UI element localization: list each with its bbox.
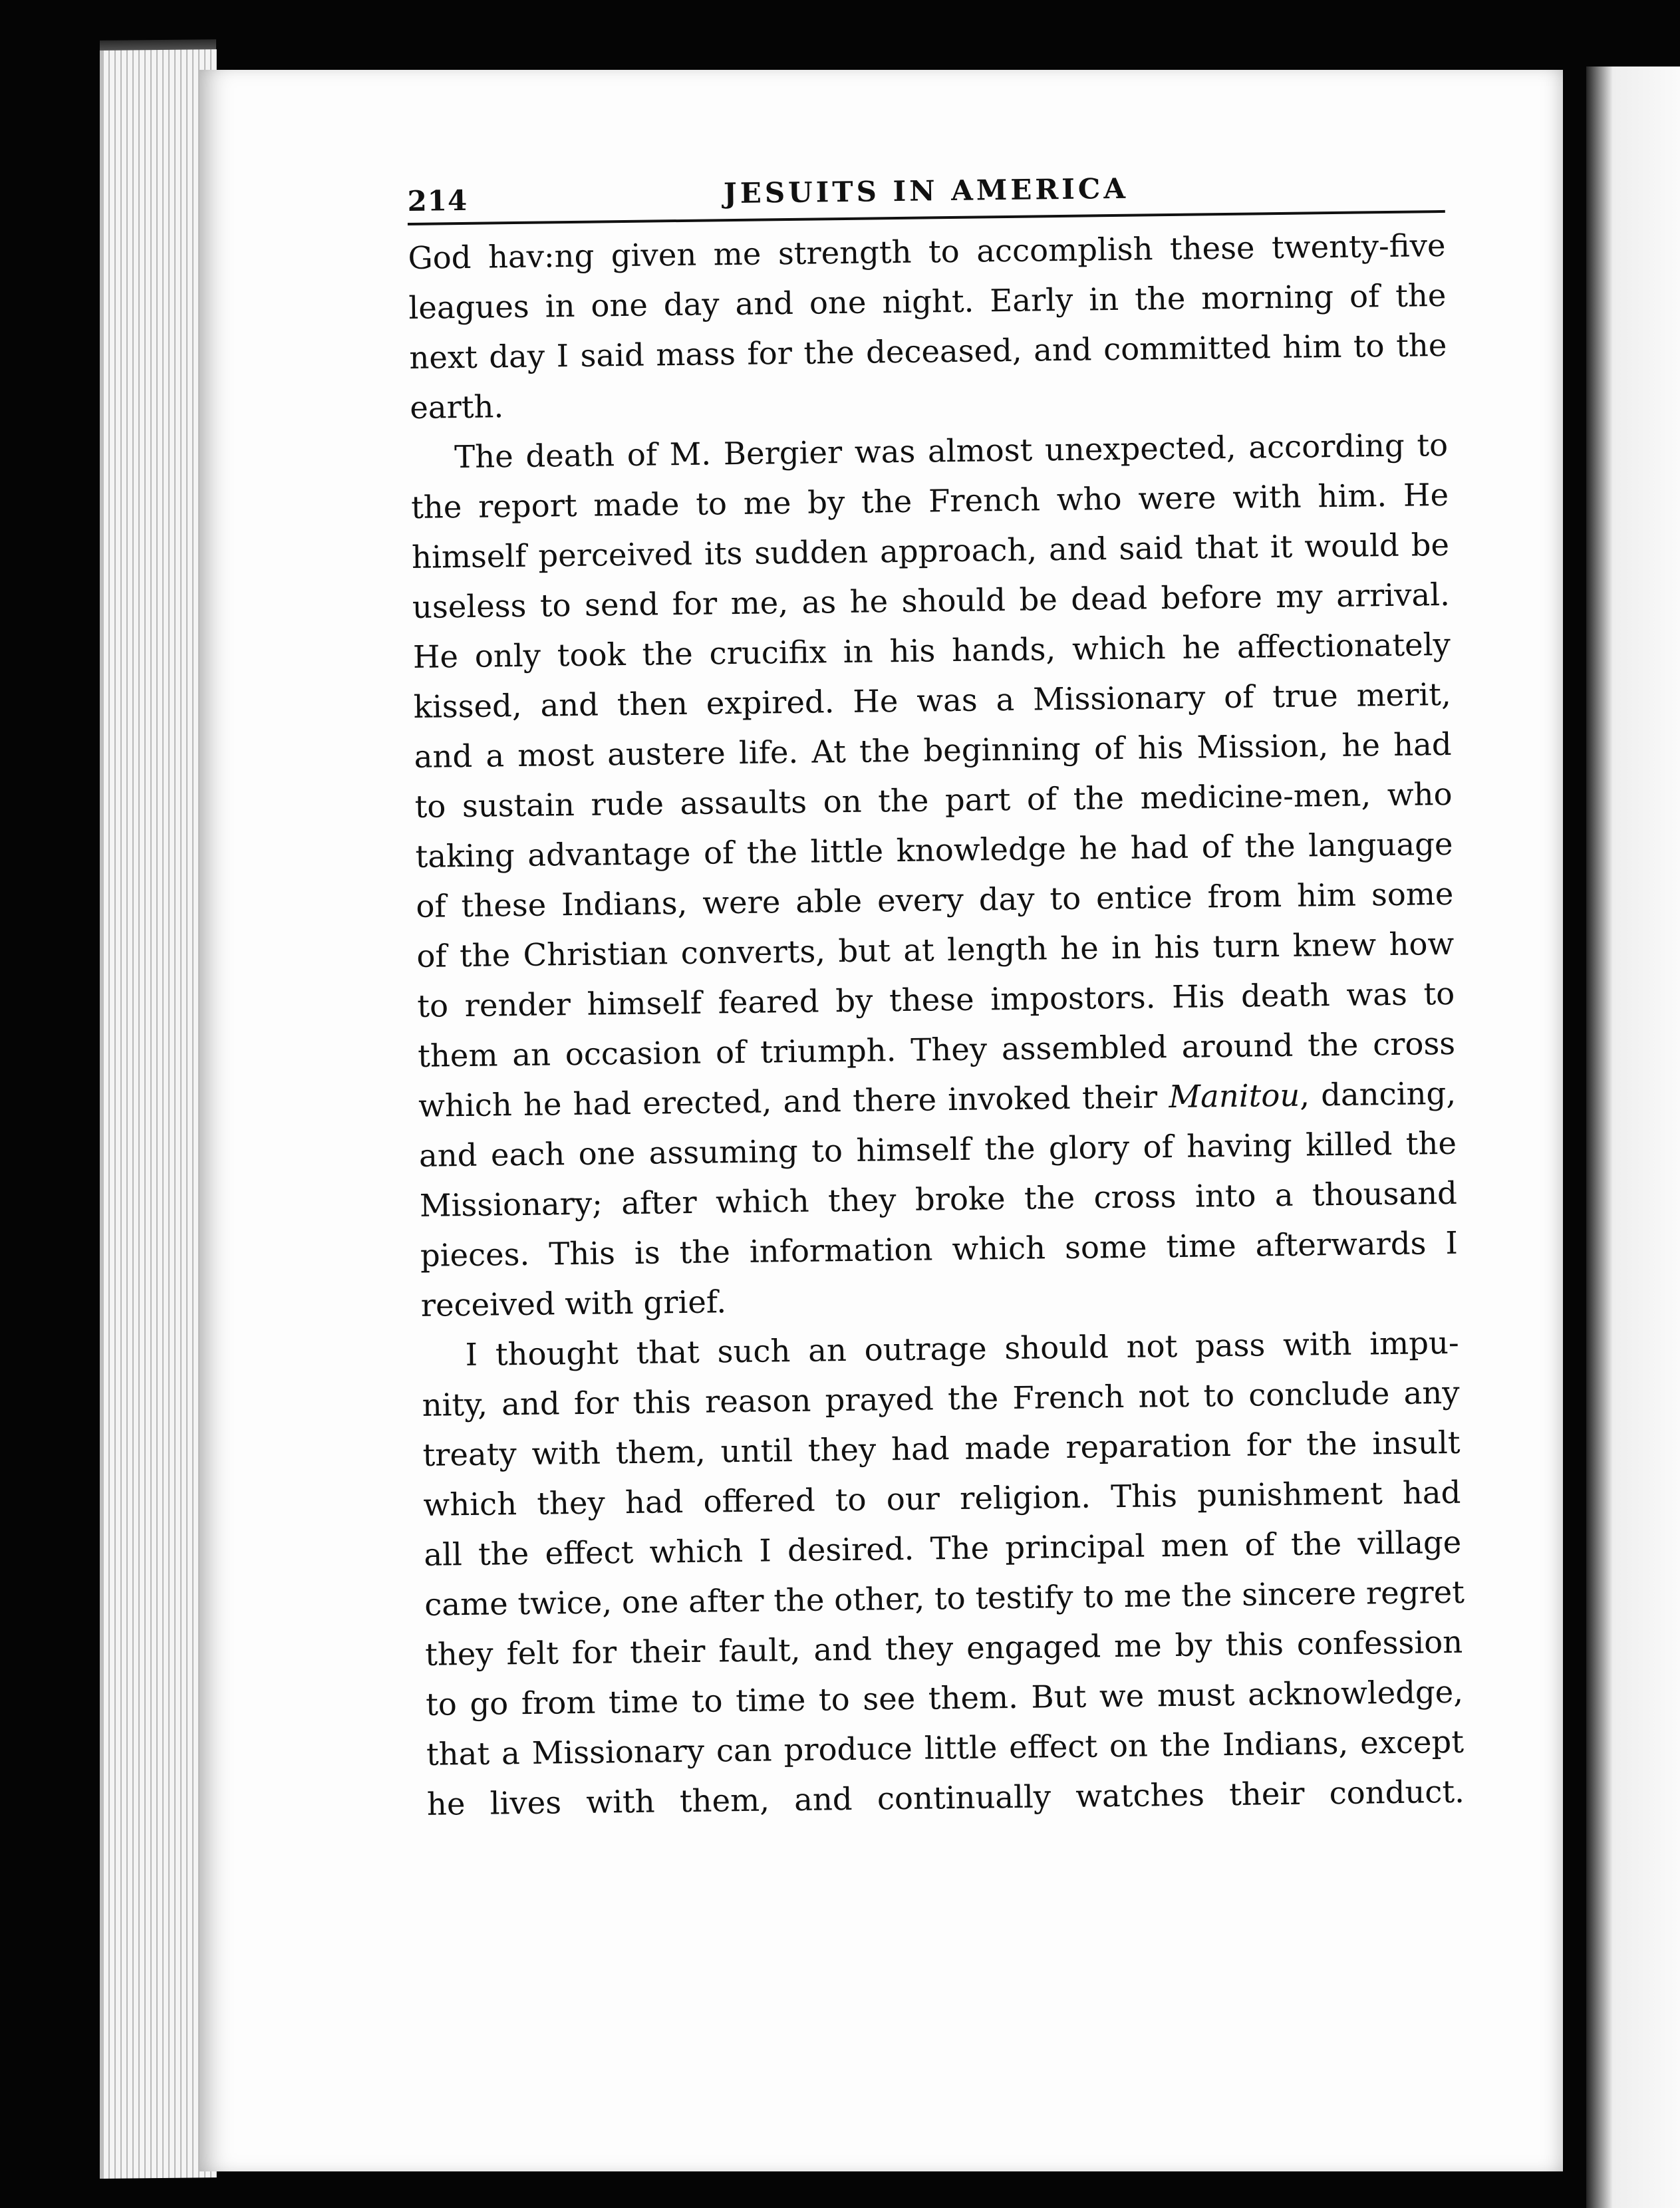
text-line: treaty with them, until they had made reparation for the insult (422, 1424, 1461, 1473)
text-line: nity, and for this reason prayed the French not to conclude any (422, 1374, 1460, 1423)
text-line: which they had offered to our religion. This punishment had (423, 1474, 1461, 1523)
italic-word: Manitou (1169, 1077, 1300, 1115)
text-line: I thought that such an outrage should not pass with impu- (465, 1324, 1459, 1373)
paragraph-2 (410, 420, 1459, 1331)
text-line: and each one assuming to himself the glory of having killed the (418, 1125, 1457, 1174)
text-line: leagues in one day and one night. Early in the morning of the (408, 277, 1447, 326)
page-text-block (407, 160, 1465, 1830)
paragraph-1 (408, 221, 1448, 433)
text-line: to go from time to time to see them. But we must acknowledge, (425, 1673, 1464, 1723)
text-line: taking advantage of the little knowledge he had of the language (415, 825, 1453, 875)
text-line: next day I said mass for the deceased, and committed him to the (409, 327, 1447, 376)
paragraph-3 (421, 1318, 1465, 1830)
page-number: 214 (407, 184, 468, 217)
running-head: JESUITS IN AMERICA (723, 172, 1129, 210)
text-line: kissed, and then expired. He was a Missionary of true merit, (413, 676, 1452, 725)
text-line: to sustain rude assaults on the part of the medicine-men, who (414, 775, 1453, 825)
text-line: He only took the crucifix in his hands, which he affectionately (412, 626, 1451, 675)
adjacent-page-edge (1586, 67, 1680, 2208)
text-line: himself perceived its sudden approach, and said that it would be (411, 526, 1450, 575)
text-line: useless to send for me, as he should be dead before my arrival. (412, 576, 1451, 625)
text-line: and a most austere life. At the beginning of his Mission, he had (414, 726, 1452, 775)
text-line: of these Indians, were able every day to entice from him some (416, 875, 1454, 924)
text-line-segment: , dancing, (1299, 1075, 1457, 1113)
text-line: of the Christian converts, but at length he in his turn knew how (416, 925, 1455, 974)
text-line: they felt for their fault, and they engaged me by this confession (424, 1623, 1463, 1673)
text-line: them an occasion of triumph. They assembled around the cross (417, 1025, 1456, 1074)
text-line: to render himself feared by these impostors. His death was to (416, 975, 1455, 1024)
text-line: that a Missionary can produce little effect on the Indians, except (426, 1723, 1465, 1772)
text-line-segment: which he had erected, and there invoked their (418, 1079, 1158, 1124)
text-line: earth. (409, 388, 504, 426)
text-line: pieces. This is the information which some time afterwards I (420, 1224, 1459, 1274)
text-line: came twice, one after the other, to testify to me the sincere regret (424, 1574, 1465, 1623)
text-line: he lives with them, and continually watches their conduct. (426, 1773, 1465, 1822)
text-line: all the effect which I desired. The principal men of the village (424, 1524, 1462, 1573)
text-line: Missionary; after which they broke the cross into a thousand (419, 1174, 1458, 1224)
text-line: God hav:ng given me strength to accomplish these twenty-five (408, 227, 1446, 276)
text-line: the report made to me by the French who were with him. He (410, 476, 1449, 525)
text-line: The death of M. Bergier was almost unexpected, according to (454, 426, 1449, 476)
text-line: received with grief. (420, 1284, 727, 1323)
